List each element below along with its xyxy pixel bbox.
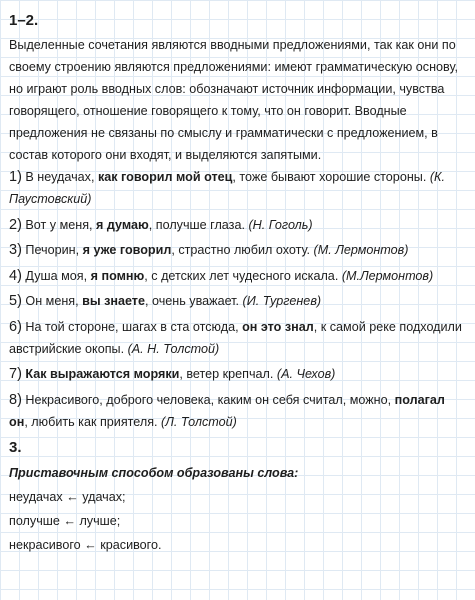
- task-1-heading: 1–2.: [9, 12, 39, 29]
- item-text-after: , ветер крепчал.: [179, 367, 277, 381]
- item-number: 8): [9, 391, 22, 408]
- item-number: 2): [9, 216, 22, 233]
- item-text-before: Печорин,: [21, 243, 83, 257]
- item-text-before: Некрасивого, доброго человека, каким он себя считал, можно,: [21, 392, 395, 407]
- sentence-item: [9, 290, 467, 312]
- item-introductory-clause: я уже говорил: [82, 243, 172, 257]
- item-source: (А. Н. Толстой): [127, 341, 220, 356]
- word-pair: некрасивого ← красивого.: [9, 537, 162, 552]
- item-source: (И. Тургенев): [242, 294, 322, 308]
- item-introductory-clause: я думаю: [96, 217, 149, 232]
- document-page: [9, 10, 467, 558]
- item-source: (М. Лермонтов): [313, 243, 409, 257]
- task-3-heading: 3.: [9, 438, 22, 456]
- sentence-item: [9, 265, 467, 287]
- sentence-item: [9, 363, 467, 385]
- word-list: [9, 486, 467, 556]
- task-1-intro: Выделенные сочетания являются вводными предложениями, так как они по своему строению являются предложениями: имеют грамматическую основу, но играют роль вводных слов: обозначают источник информации, чувства говорящего, отношение говорящего к тому, что он говорит. Вводные предложения не связаны по смыслу и грамматически с предложением, в состав которого они входят, и выделяются запятыми.: [9, 38, 458, 162]
- item-source: (К. Паустовский): [9, 170, 445, 206]
- item-introductory-clause: полагал он: [9, 392, 445, 429]
- item-introductory-clause: я помню: [90, 268, 145, 283]
- item-text-after: , любить как приятеля.: [24, 414, 162, 429]
- sentence-item: [9, 214, 467, 236]
- word-pair: неудачах ← удачах;: [9, 489, 126, 504]
- task-3-subtitle: Приставочным способом образованы слова:: [9, 465, 299, 480]
- item-source: (Н. Гоголь): [248, 217, 313, 232]
- item-introductory-clause: Как выражаются моряки: [25, 367, 180, 381]
- item-number: 4): [9, 267, 22, 284]
- item-source: (А. Чехов): [276, 367, 336, 381]
- item-text-before: Вот у меня,: [21, 217, 97, 232]
- item-number: 3): [9, 242, 22, 258]
- sentence-item: [9, 389, 467, 433]
- item-text-after: , с детских лет чудесного искала.: [144, 268, 342, 283]
- item-text-before: Душа моя,: [21, 268, 91, 283]
- word-pair: получше ← лучше;: [9, 513, 121, 528]
- item-introductory-clause: как говорил мой отец: [97, 170, 233, 184]
- item-text-before: В неудачах,: [21, 170, 98, 184]
- item-number: 5): [9, 293, 22, 309]
- sentence-item: [9, 166, 467, 210]
- item-text-after: , к самой реке подходили австрийские окопы.: [9, 319, 462, 356]
- sentence-list: [9, 166, 467, 433]
- item-number: 1): [9, 169, 22, 185]
- item-text-before: Он меня,: [21, 294, 83, 308]
- item-text-after: , страстно любил охоту.: [171, 243, 314, 257]
- item-text-after: , получше глаза.: [148, 217, 249, 232]
- item-source: (Л. Толстой): [161, 414, 237, 429]
- item-source: (М.Лермонтов): [341, 268, 434, 283]
- item-text-before: На той стороне, шагах в ста отсюда,: [21, 319, 243, 334]
- item-introductory-clause: он это знал: [242, 319, 314, 334]
- item-text-after: , очень уважает.: [144, 294, 243, 308]
- sentence-item: [9, 316, 467, 360]
- sentence-item: [9, 239, 467, 261]
- item-introductory-clause: вы знаете: [82, 294, 145, 308]
- item-number: 6): [9, 318, 22, 335]
- item-number: 7): [9, 366, 22, 382]
- item-text-after: , тоже бывают хорошие стороны.: [232, 170, 430, 184]
